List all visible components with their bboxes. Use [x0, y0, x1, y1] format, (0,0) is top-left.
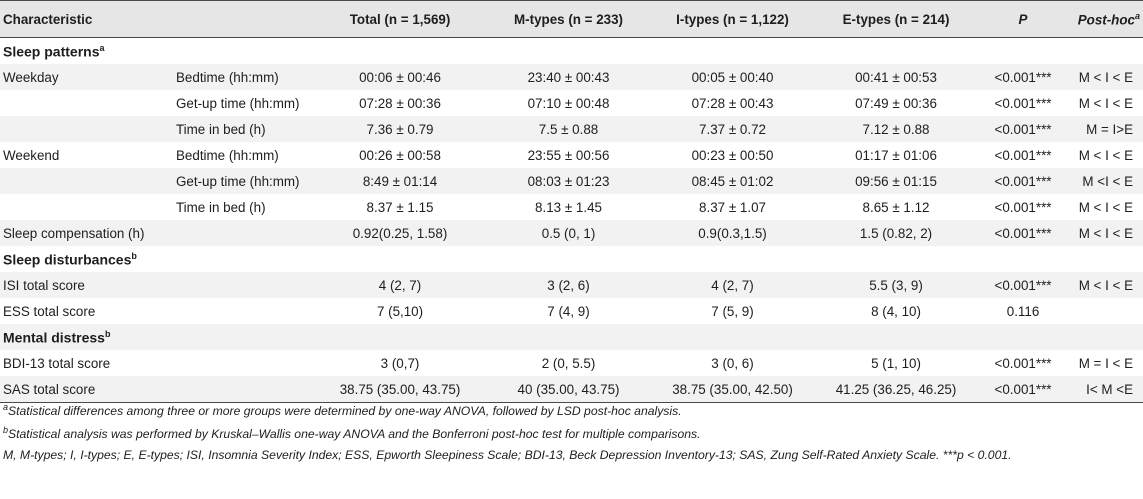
cell-post-hoc: M < I < E — [1068, 272, 1143, 298]
cell-p-value: <0.001*** — [978, 272, 1068, 298]
cell-e-types: 1.5 (0.82, 2) — [814, 220, 978, 246]
header-m-types: M-types (n = 233) — [486, 1, 651, 38]
cell-total: 38.75 (35.00, 43.75) — [314, 376, 486, 403]
cell-e-types: 00:41 ± 00:53 — [814, 64, 978, 90]
row-group-label: Sleep compensation (h) — [0, 220, 176, 246]
cell-e-types: 41.25 (36.25, 46.25) — [814, 376, 978, 403]
header-characteristic: Characteristic — [0, 1, 314, 38]
table-row — [0, 168, 1143, 194]
row-item-label: Get-up time (hh:mm) — [176, 95, 300, 111]
table-row — [0, 142, 1143, 168]
cell-total: 00:06 ± 00:46 — [314, 64, 486, 90]
row-item-label — [176, 272, 314, 298]
section-row — [0, 38, 1143, 65]
cell-post-hoc: I< M <E — [1068, 376, 1143, 403]
cell-post-hoc: M < I < E — [1078, 199, 1134, 215]
cell-total: 7 (5,10) — [376, 303, 424, 319]
cell-e-types: 8.65 ± 1.12 — [862, 199, 930, 215]
cell-m-types: 07:10 ± 00:48 — [527, 95, 610, 111]
header-total: Total (n = 1,569) — [314, 1, 486, 38]
cell-m-types: 8.13 ± 1.45 — [535, 199, 602, 215]
footnote-b: $^b$Statistical analysis was performed by Kruskal–Wallis one-way ANOVA and the Bonferroni post-hoc test for multiple comparisons. — [3, 425, 701, 442]
cell-post-hoc: M < I < E — [1068, 220, 1143, 246]
table-row — [0, 116, 1143, 142]
row-item-label: Get-up time (hh:mm) — [176, 168, 314, 194]
section-row — [0, 246, 1143, 272]
cell-i-types: 7.37 ± 0.72 — [651, 116, 814, 142]
row-group-label: Weekend — [3, 147, 60, 163]
table-row — [0, 350, 1143, 376]
section-label: Mental distress$^b$ — [0, 324, 1143, 350]
cell-m-types: 3 (2, 6) — [486, 272, 651, 298]
section-row — [0, 324, 1143, 350]
cell-i-types: 00:23 ± 00:50 — [691, 147, 774, 163]
row-item-label — [176, 376, 314, 403]
cell-p-value: <0.001*** — [994, 95, 1052, 111]
table-row — [0, 220, 1143, 246]
cell-e-types: 09:56 ± 01:15 — [814, 168, 978, 194]
row-group-label: BDI-13 total score — [3, 355, 111, 371]
row-group-label — [0, 194, 176, 220]
cell-p-value: <0.001*** — [978, 376, 1068, 403]
header-post-hoc: Post-hoc$^a$ — [1068, 1, 1143, 38]
cell-total: 0.92(0.25, 1.58) — [314, 220, 486, 246]
cell-i-types: 00:05 ± 00:40 — [651, 64, 814, 90]
cell-p-value: <0.001*** — [978, 64, 1068, 90]
row-item-label: Bedtime (hh:mm) — [176, 147, 279, 163]
cell-post-hoc: M < I < E — [1068, 64, 1143, 90]
row-item-label — [176, 298, 314, 324]
table-header-row — [0, 1, 1143, 38]
row-group-label: ISI total score — [0, 272, 176, 298]
cell-total: 8.37 ± 1.15 — [366, 199, 434, 215]
cell-p-value: <0.001*** — [994, 147, 1052, 163]
section-label: Sleep disturbances$^b$ — [3, 250, 137, 268]
cell-post-hoc: M = I>E — [1068, 116, 1143, 142]
cell-i-types: 0.9(0.3,1.5) — [651, 220, 814, 246]
footnote-a: $^a$Statistical differences among three or more groups were determined by one-way ANOVA, followed by LSD post-hoc analysis. — [3, 402, 682, 419]
row-group-label: Weekday — [0, 64, 176, 90]
cell-i-types: 3 (0, 6) — [711, 355, 754, 371]
cell-e-types: 01:17 ± 01:06 — [855, 147, 937, 163]
cell-p-value: <0.001*** — [978, 116, 1068, 142]
row-item-label: Bedtime (hh:mm) — [176, 64, 314, 90]
footnote-abbreviations: M, M-types; I, I-types; E, E-types; ISI, Insomnia Severity Index; ESS, Epworth Sleepiness Scale; BDI-13, Beck Depression Inventory-13; SAS, Zung Self-Rated Anxiety Scale. ***p < 0.001. — [3, 448, 1012, 462]
cell-m-types: 23:55 ± 00:56 — [527, 147, 610, 163]
table-body — [0, 38, 1143, 403]
cell-p-value: <0.001*** — [994, 199, 1052, 215]
table-row — [0, 272, 1143, 298]
cell-e-types: 07:49 ± 00:36 — [855, 95, 937, 111]
table-row — [0, 376, 1143, 403]
cell-total: 7.36 ± 0.79 — [314, 116, 486, 142]
header-p: P — [978, 1, 1068, 38]
cell-post-hoc: M = I < E — [1078, 355, 1134, 371]
cell-m-types: 2 (0, 5.5) — [541, 355, 596, 371]
cell-total: 00:26 ± 00:58 — [359, 147, 441, 163]
table-row — [0, 298, 1143, 324]
cell-total: 07:28 ± 00:36 — [359, 95, 441, 111]
cell-e-types: 5.5 (3, 9) — [814, 272, 978, 298]
row-item-label — [176, 220, 314, 246]
section-label: Sleep patterns$^a$ — [3, 42, 105, 60]
cell-e-types: 8 (4, 10) — [871, 303, 921, 319]
cell-i-types: 38.75 (35.00, 42.50) — [651, 376, 814, 403]
cell-total: 3 (0,7) — [380, 355, 420, 371]
cell-m-types: 7 (4, 9) — [547, 303, 590, 319]
cell-m-types: 40 (35.00, 43.75) — [486, 376, 651, 403]
table-row — [0, 64, 1143, 90]
table-row — [0, 90, 1143, 116]
cell-m-types: 08:03 ± 01:23 — [486, 168, 651, 194]
row-group-label — [0, 90, 176, 116]
row-item-label — [176, 350, 314, 376]
cell-m-types: 23:40 ± 00:43 — [486, 64, 651, 90]
cell-p-value: <0.001*** — [978, 220, 1068, 246]
cell-i-types: 8.37 ± 1.07 — [699, 199, 766, 215]
cell-post-hoc — [1068, 298, 1143, 324]
cell-p-value: <0.001*** — [994, 355, 1052, 371]
row-group-label: SAS total score — [0, 376, 176, 403]
cell-i-types: 07:28 ± 00:43 — [691, 95, 774, 111]
cell-p-value: <0.001*** — [978, 168, 1068, 194]
cell-p-value: 0.116 — [1006, 303, 1040, 319]
cell-i-types: 08:45 ± 01:02 — [651, 168, 814, 194]
header-i-types: I-types (n = 1,122) — [651, 1, 814, 38]
row-group-label — [0, 168, 176, 194]
cell-m-types: 0.5 (0, 1) — [486, 220, 651, 246]
row-group-label: ESS total score — [3, 303, 96, 319]
cell-post-hoc: M <I < E — [1068, 168, 1143, 194]
cell-post-hoc: M < I < E — [1078, 95, 1134, 111]
table-row — [0, 194, 1143, 220]
cell-m-types: 7.5 ± 0.88 — [486, 116, 651, 142]
cell-total: 8:49 ± 01:14 — [314, 168, 486, 194]
cell-i-types: 4 (2, 7) — [651, 272, 814, 298]
cell-i-types: 7 (5, 9) — [711, 303, 754, 319]
row-item-label: Time in bed (h) — [176, 199, 266, 215]
cell-post-hoc: M < I < E — [1078, 147, 1134, 163]
header-e-types: E-types (n = 214) — [814, 1, 978, 38]
row-item-label: Time in bed (h) — [176, 116, 314, 142]
cell-e-types: 7.12 ± 0.88 — [814, 116, 978, 142]
cell-total: 4 (2, 7) — [314, 272, 486, 298]
row-group-label — [0, 116, 176, 142]
cell-e-types: 5 (1, 10) — [871, 355, 921, 371]
